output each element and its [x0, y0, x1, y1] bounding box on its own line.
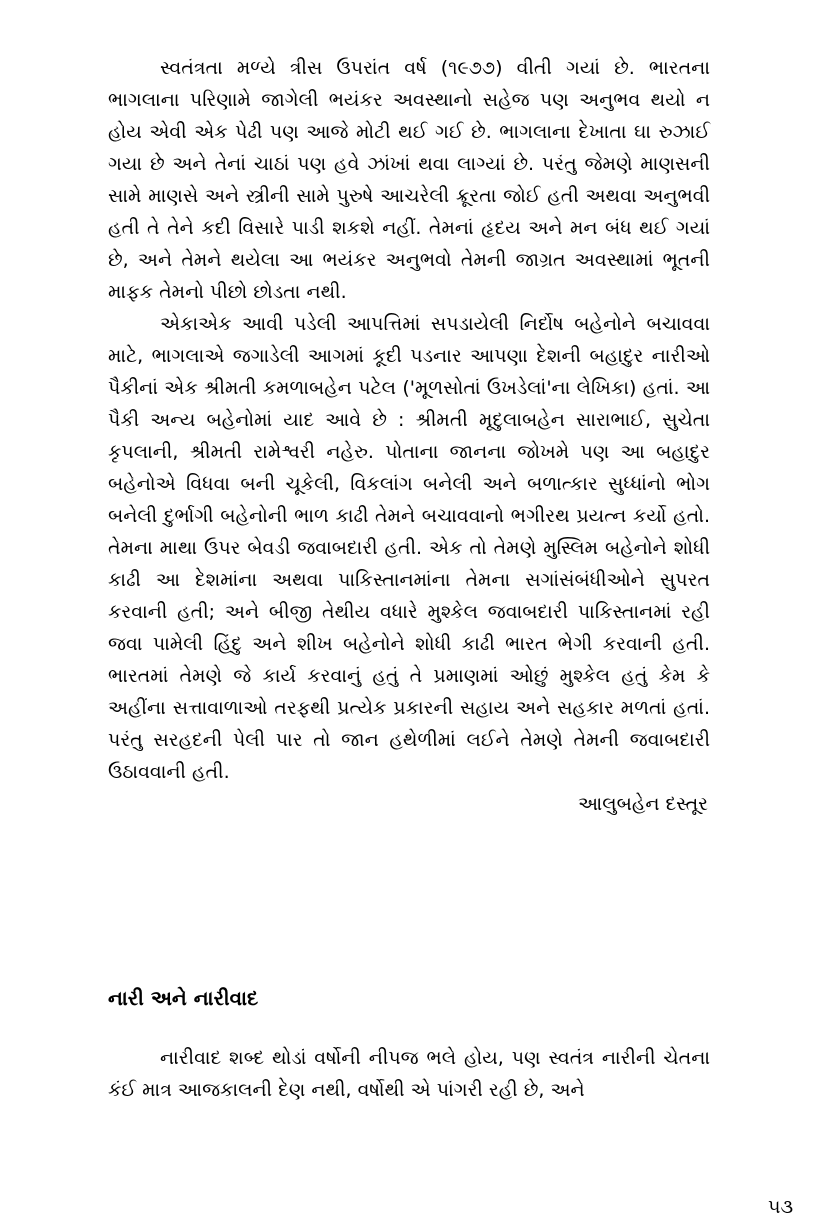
article-feminism: [108, 1042, 710, 1106]
paragraph-feminism-intro: નારીવાદ શબ્દ થોડાં વર્ષોની નીપજ ભલે હોય, પણ સ્વતંત્ર નારીની ચેતના કંઈ માત્ર આજકાલની દેણ નથી, વર્ષોથી એ પાંગરી રહી છે, અને: [108, 1047, 710, 1101]
paragraph-rescue-effort: એકાએક આવી પડેલી આપત્તિમાં સપડાયેલી નિર્દોષ બહેનોને બચાવવા માટે, ભાગલાએ જગાડેલી આગમાં કૂદી પડનાર આપણા દેશની બહાદુર નારીઓ પૈકીનાં એક શ્રીમતી કમળાબહેન પટેલ ('મૂળસોતાં ઉખડેલાં'ના લેખિકા) હતાં. આ પૈકી અન્ય બહેનોમાં યાદ આવે છે : શ્રીમતી મૃદુલાબહેન સારાભાઈ, સુચેતા કૃપલાની, શ્રીમતી રામેશ્વરી નહેરુ. પોતાના જાનના જોખમે પણ આ બહાદુર બહેનોએ વિધવા બની ચૂકેલી, વિકલાંગ બનેલી અને બળાત્કાર સુધ્ધાંનો ભોગ બનેલી દુર્ભાગી બહેનોની ભાળ કાઢી તેમને બચાવવાનો ભગીરથ પ્રયત્ન કર્યો હતો. તેમના માથા ઉપર બેવડી જવાબદારી હતી. એક તો તેમણે મુસ્લિમ બહેનોને શોધી કાઢી આ દેશમાંના અથવા પાકિસ્તાનમાંના તેમના સગાંસંબંધીઓને સુપરત કરવાની હતી; અને બીજી તેથીય વધારે મુશ્કેલ જવાબદારી પાકિસ્તાનમાં રહી જવા પામેલી હિંદુ અને શીખ બહેનોને શોધી કાઢી ભારત ભેગી કરવાની હતી. ભારતમાં તેમણે જે કાર્ય કરવાનું હતું તે પ્રમાણમાં ઓછું મુશ્કેલ હતું કેમ કે અહીંના સત્તાવાળાઓ તરફથી પ્રત્યેક પ્રકારની સહાય અને સહકાર મળતાં હતાં. પરંતુ સરહદની પેલી પાર તો જાન હથેળીમાં લઈને તેમણે તેમની જવાબદારી ઉઠાવવાની હતી.: [108, 313, 710, 783]
article-partition-memoir: [108, 52, 710, 820]
paragraph-independence: સ્વતંત્રતા મળ્યે ત્રીસ ઉપરાંત વર્ષ (૧૯૭૭) વીતી ગયાં છે. ભારતના ભાગલાના પરિણામે જાગેલી ભયંકર અવસ્થાનો સહેજ પણ અનુભવ થયો ન હોય એવી એક પેઢી પણ આજે મોટી થઈ ગઈ છે. ભાગલાના દેખાતા ઘા રુઝાઈ ગયા છે અને તેનાં ચાઠાં પણ હવે ઝાંખાં થવા લાગ્યાં છે. પરંતુ જેમણે માણસની સામે માણસે અને સ્ત્રીની સામે પુરુષે આચરેલી ક્રૂરતા જોઈ હતી અથવા અનુભવી હતી તે તેને કદી વિસારે પાડી શકશે નહીં. તેમનાં હૃદય અને મન બંધ થઈ ગયાં છે, અને તેમને થયેલા આ ભયંકર અનુભવો તેમની જાગ્રત અવસ્થામાં ભૂતની માફક તેમનો પીછો છોડતા નથી.: [108, 57, 710, 303]
page-number: ૫૩: [768, 1196, 794, 1218]
page-body: [108, 52, 794, 1218]
author-signature: આલુબહેન દસ્તૂર: [578, 793, 708, 815]
section-heading: નારી અને નારીવાદ: [108, 986, 259, 1010]
